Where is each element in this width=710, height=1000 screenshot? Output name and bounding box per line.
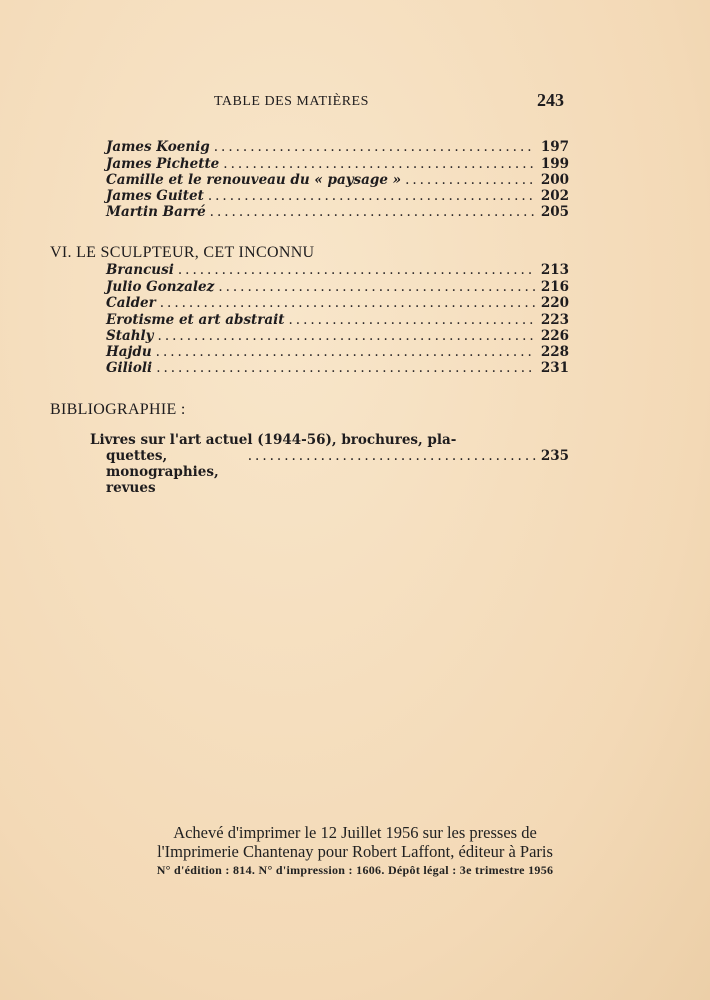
- dot-leader: [160, 295, 535, 311]
- dot-leader: [214, 139, 535, 155]
- toc-entry: [106, 344, 569, 361]
- toc-entry-page: 231: [540, 360, 569, 376]
- bibliography-heading: BIBLIOGRAPHIE :: [50, 401, 186, 418]
- toc-entry: [106, 262, 569, 279]
- dot-leader: [405, 172, 535, 188]
- toc-entry-label: Stahly: [106, 328, 154, 344]
- toc-entry: [106, 279, 569, 296]
- toc-entry: [106, 204, 569, 221]
- dot-leader: [218, 279, 535, 295]
- colophon-line-1: Achevé d'imprimer le 12 Juillet 1956 sur les presses de: [173, 823, 537, 842]
- bibliography-page: 235: [540, 448, 569, 464]
- toc-entry-label: Brancusi: [106, 262, 174, 278]
- section-heading: VI. LE SCULPTEUR, CET INCONNU: [50, 244, 315, 261]
- toc-entry-label: Julio Gonzalez: [106, 279, 215, 295]
- toc-entry-page: 197: [540, 139, 569, 155]
- bibliography-line-2-row: [90, 448, 569, 496]
- page-number: 243: [537, 90, 564, 110]
- toc-entry-page: 213: [540, 262, 569, 278]
- colophon-line-3: N° d'édition : 814. N° d'impression : 1606. Dépôt légal : 3e trimestre 1956: [156, 863, 554, 877]
- toc-entry: [106, 188, 569, 205]
- toc-entry-label: Camille et le renouveau du « paysage »: [106, 172, 402, 188]
- bibliography-line-2: quettes, monographies, revues: [106, 448, 219, 496]
- toc-entry-page: 220: [540, 295, 569, 311]
- dot-leader: [208, 188, 535, 204]
- toc-entry-page: 216: [540, 279, 569, 295]
- dot-leader: [158, 328, 535, 344]
- toc-entry-page: 200: [540, 172, 569, 188]
- dot-leader: [210, 204, 535, 220]
- toc-entry-page: 199: [540, 156, 569, 172]
- toc-entry-page: 202: [540, 188, 569, 204]
- toc-entry-label: Gilioli: [106, 360, 153, 376]
- toc-entry: [106, 312, 569, 329]
- dot-leader: [223, 156, 535, 172]
- toc-entry-label: James Pichette: [106, 156, 220, 172]
- toc-entry: [106, 172, 569, 189]
- bibliography-entry: [90, 432, 569, 496]
- dot-leader: [178, 262, 535, 278]
- toc-entry-label: Martin Barré: [106, 204, 206, 220]
- toc-entry-label: Hajdu: [106, 344, 152, 360]
- toc-entry-label: Calder: [106, 295, 156, 311]
- toc-entry-label: James Guitet: [106, 188, 204, 204]
- toc-entry-page: 223: [540, 312, 569, 328]
- toc-entry: [106, 360, 569, 377]
- dot-leader: [289, 312, 535, 328]
- dot-leader: [156, 360, 535, 376]
- toc-entry-page: 205: [540, 204, 569, 220]
- colophon-line-2: l'Imprimerie Chantenay pour Robert Laffont, éditeur à Paris: [157, 842, 553, 861]
- bibliography-line-1: Livres sur l'art actuel (1944-56), brochures, pla-: [90, 432, 457, 448]
- toc-entry: [106, 328, 569, 345]
- toc-entry: [106, 156, 569, 173]
- running-header-title: TABLE DES MATIÈRES: [214, 94, 369, 109]
- dot-leader: [156, 344, 535, 360]
- toc-entry-label: Erotisme et art abstrait: [106, 312, 285, 328]
- toc-entry-page: 226: [540, 328, 569, 344]
- toc-entry: [106, 295, 569, 312]
- toc-entry-label: James Koenig: [106, 139, 210, 155]
- dot-leader: [248, 448, 537, 464]
- toc-entry: [106, 139, 569, 156]
- toc-entry-page: 228: [540, 344, 569, 360]
